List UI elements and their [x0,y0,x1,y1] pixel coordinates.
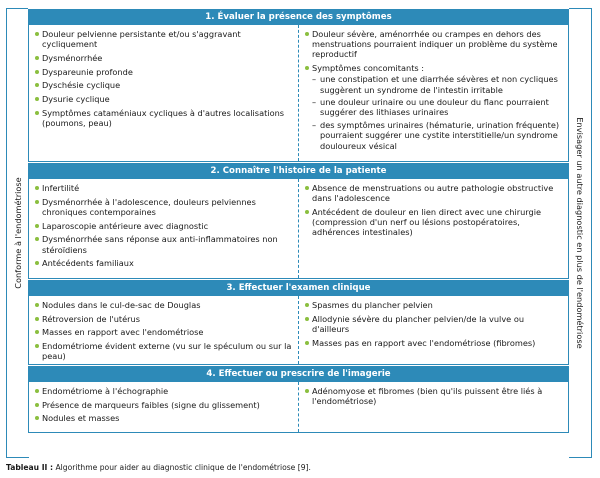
section-header: 1. Évaluer la présence des symptômes [28,8,569,25]
list-item: Douleur sévère, aménorrhée ou crampes en dehors des menstruations pourraient indiquer un problème du système reproductif [304,29,562,60]
caption-label: Tableau II : [6,463,54,472]
list-item: Infertilité [34,183,292,193]
left-column [29,25,299,161]
left-column [29,296,299,364]
list-item: Masses pas en rapport avec l'endométriose (fibromes) [304,338,562,348]
sub-list-item: – une constipation et une diarrhée sévères et non cycliques suggèrent un syndrome de l'intestin irritable [312,74,562,94]
list-item: Douleur pelvienne persistante et/ou s'aggravant cycliquement [34,29,292,49]
list-item: Dysménorrhée [34,53,292,63]
table-caption [6,463,311,472]
section-header: 3. Effectuer l'examen clinique [28,279,569,296]
section-row [28,179,569,279]
sub-list-item: – une douleur urinaire ou une douleur du flanc pourraient suggérer des lithiases urinaires [312,97,562,117]
list-item: Nodules dans le cul-de-sac de Douglas [34,300,292,310]
list-item: Antécédent de douleur en lien direct avec une chirurgie (compression d'un nerf ou lésions postopératoires, adhérences intestinales) [304,207,562,238]
right-side-label: Envisager un autre diagnostic en plus de l'endométriose [575,117,585,349]
section-row [28,296,569,365]
section-header: 4. Effectuer ou prescrire de l'imagerie [28,365,569,382]
right-column [299,25,568,161]
list-item: Laparoscopie antérieure avec diagnostic [34,221,292,231]
list-item: Dyschésie cyclique [34,80,292,90]
sub-list-item: – des symptômes urinaires (hématurie, urination fréquente) pourraient suggérer une cystite interstitielle/un syndrome douloureux vésical [312,120,562,151]
list-item: Présence de marqueurs faibles (signe du glissement) [34,400,292,410]
list-item: Endométriome évident externe (vu sur le spéculum ou sur la peau) [34,341,292,361]
section-row [28,382,569,433]
right-column [299,382,568,432]
section-header: 2. Connaître l'histoire de la patiente [28,162,569,179]
list-item: Antécédents familiaux [34,258,292,268]
list-item: Dysménorrhée à l'adolescence, douleurs pelviennes chroniques contemporaines [34,197,292,217]
list-item: Dysurie cyclique [34,94,292,104]
left-column [29,179,299,278]
list-item: Spasmes du plancher pelvien [304,300,562,310]
list-item: Symptômes cataméniaux cycliques à d'autres localisations (poumons, peau) [34,108,292,128]
list-item [304,63,562,151]
right-column [299,296,568,364]
section-row [28,25,569,162]
list-item: Dysménorrhée sans réponse aux anti-inflammatoires non stéroïdiens [34,234,292,254]
left-column [29,382,299,432]
left-side-label: Conforme à l'endométriose [13,177,23,289]
right-column [299,179,568,278]
list-item: Endométriome à l'échographie [34,386,292,396]
algorithm-table [28,8,569,456]
list-item: Masses en rapport avec l'endométriose [34,327,292,337]
list-item-label: Symptômes concomitants : [312,63,425,74]
list-item: Allodynie sévère du plancher pelvien/de la vulve ou d'ailleurs [304,314,562,334]
caption-text: Algorithme pour aider au diagnostic clinique de l'endométriose [9]. [55,463,311,472]
list-item: Rétroversion de l'utérus [34,314,292,324]
list-item: Adénomyose et fibromes (bien qu'ils puissent être liés à l'endométriose) [304,386,562,406]
left-side-panel [6,8,29,458]
list-item: Absence de menstruations ou autre pathologie obstructive dans l'adolescence [304,183,562,203]
list-item: Nodules et masses [34,413,292,423]
list-item: Dyspareunie profonde [34,67,292,77]
right-side-panel [569,8,592,458]
